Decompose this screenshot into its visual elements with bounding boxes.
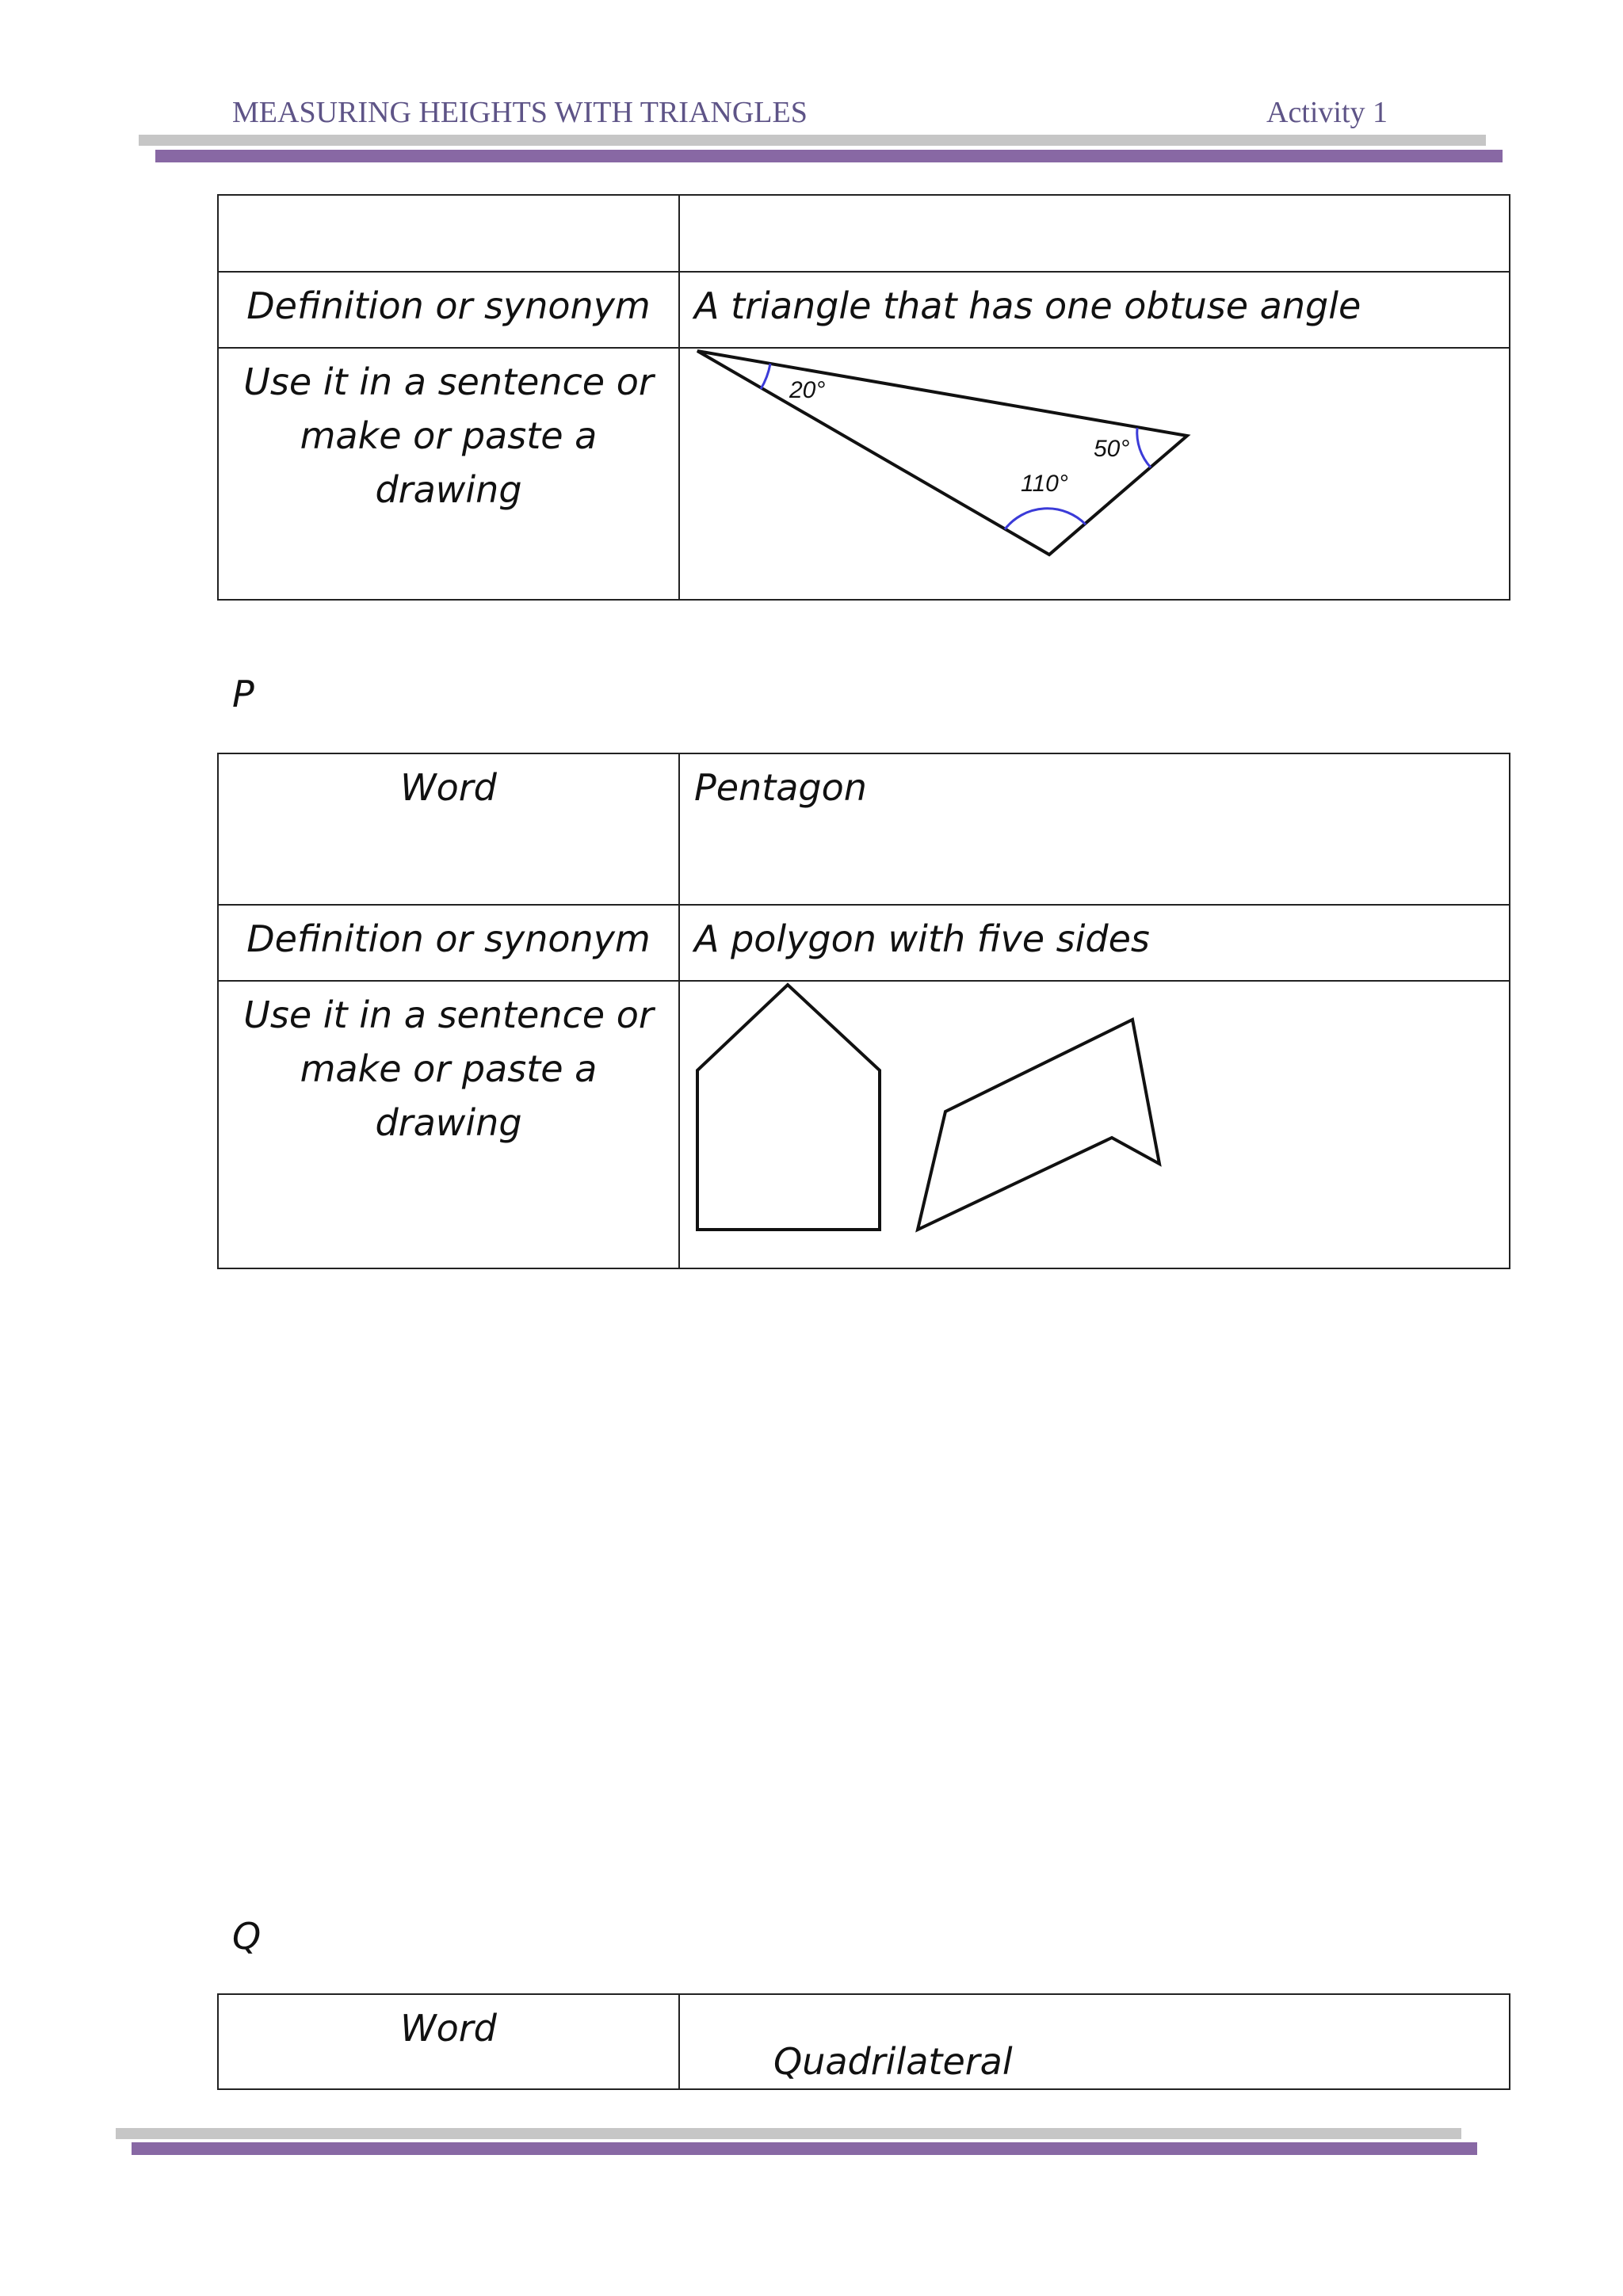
table-cell [218,195,679,272]
word-text: Quadrilateral [773,2040,1013,2083]
table-cell [679,195,1510,272]
header-title: MEASURING HEIGHTS WITH TRIANGLES [232,96,808,129]
angle-label-50: 50° [1094,436,1130,462]
table-row [218,272,1510,348]
header-rule-purple [155,150,1503,162]
table-row [218,905,1510,981]
table-row [218,753,1510,905]
pentagon-drawing [680,982,1510,1259]
irregular-pentagon-shape [918,1020,1159,1230]
section-letter-q: Q [232,1915,262,1958]
pentagon-table [217,753,1510,1269]
angle-arc-50 [1137,428,1151,467]
angle-label-110: 110° [1021,471,1068,497]
drawing-cell [679,348,1510,600]
header-activity: Activity 1 [1266,96,1388,129]
angle-arc-110 [1005,509,1086,529]
word-label: Word [218,753,679,905]
footer-rule-purple [132,2142,1477,2155]
drawing-cell [679,981,1510,1268]
regular-pentagon-shape [697,985,880,1230]
table-row [218,195,1510,272]
definition-text: A triangle that has one obtuse angle [679,272,1510,348]
table-row [218,981,1510,1268]
word-value: Pentagon [679,753,1510,905]
header-rule-gray [139,135,1486,146]
angle-arc-20 [761,364,770,389]
definition-label: Definition or synonym [218,272,679,348]
quadrilateral-table [217,1993,1510,2090]
table-row [218,348,1510,600]
obtuse-triangle-table [217,194,1510,601]
drawing-label: Use it in a sentence or make or paste a drawing [218,981,679,1268]
word-value [679,1994,1510,2089]
word-label: Word [218,1994,679,2089]
definition-label: Definition or synonym [218,905,679,981]
drawing-label: Use it in a sentence or make or paste a drawing [218,348,679,600]
table-row [218,1994,1510,2089]
definition-text: A polygon with five sides [679,905,1510,981]
footer-rule-gray [116,2128,1461,2139]
section-letter-p: P [232,673,254,715]
obtuse-triangle-drawing [680,349,1510,590]
angle-label-20: 20° [789,377,826,403]
